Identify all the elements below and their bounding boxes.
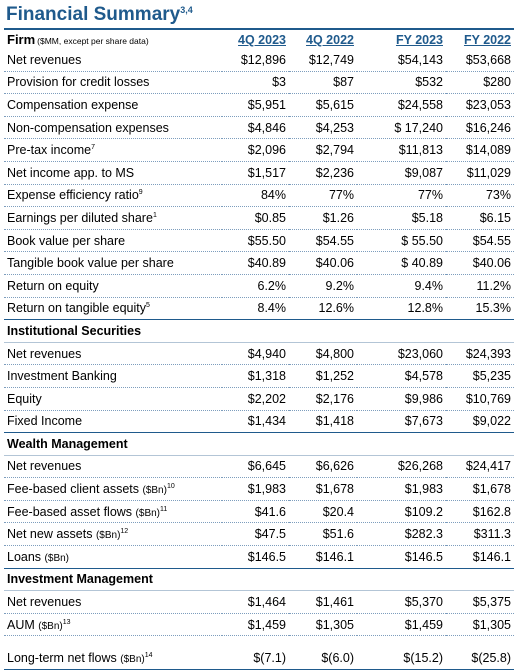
row-label-text: Fee-based asset flows: [7, 504, 133, 519]
row-value: $146.5: [222, 546, 289, 569]
row-value: $1,318: [222, 365, 289, 388]
row-value: $162.8: [446, 500, 514, 523]
row-value: $280: [446, 71, 514, 94]
row-value: $55.50: [222, 229, 289, 252]
row-value: $146.1: [446, 546, 514, 569]
row-value: 12.8%: [357, 297, 446, 320]
row-label: [4, 591, 222, 614]
row-value: $4,578: [357, 365, 446, 388]
row-value: $0.85: [222, 207, 289, 230]
row-value: $9,986: [357, 387, 446, 410]
table-row: [4, 161, 514, 184]
row-value: $1,305: [446, 613, 514, 636]
row-footnote: 12: [120, 528, 129, 536]
row-value: $2,096: [222, 139, 289, 162]
row-label-text: Non-compensation expenses: [7, 120, 169, 135]
row-unit: ($Bn): [44, 552, 69, 564]
table-row: [4, 613, 514, 636]
row-value: $(6.0): [289, 647, 357, 669]
row-value: $1,678: [446, 478, 514, 501]
row-label-text: Book value per share: [7, 233, 126, 248]
row-label-text: Loans: [7, 549, 42, 564]
row-value: 6.2%: [222, 274, 289, 297]
row-value: $10,769: [446, 387, 514, 410]
row-label: [4, 500, 222, 523]
header-row: [4, 30, 514, 49]
row-label-text: Compensation expense: [7, 97, 139, 112]
row-value: $41.6: [222, 500, 289, 523]
row-label-text: Provision for credit losses: [7, 75, 150, 90]
row-label-text: Fixed Income: [7, 414, 83, 429]
row-value: 11.2%: [446, 274, 514, 297]
row-value: $1,459: [222, 613, 289, 636]
row-label: [4, 478, 222, 501]
spacer-row: [4, 636, 514, 648]
table-row: [4, 387, 514, 410]
row-label-text: Return on equity: [7, 278, 99, 293]
firm-header: Firm ($MM, except per share data): [7, 32, 149, 47]
row-footnote: 7: [91, 144, 95, 152]
row-value: $20.4: [289, 500, 357, 523]
row-label: [4, 387, 222, 410]
row-value: $11,029: [446, 161, 514, 184]
financial-summary-table: [4, 30, 514, 670]
table-row: [4, 546, 514, 569]
period-header-4q2022: 4Q 2022: [306, 32, 354, 47]
section-wealth-management: [4, 433, 514, 456]
row-label-text: Net revenues: [7, 595, 82, 610]
row-label-text: Earnings per diluted share: [7, 210, 153, 225]
row-label-text: Net new assets: [7, 527, 93, 542]
row-value: $5,951: [222, 94, 289, 117]
row-value: $146.5: [357, 546, 446, 569]
row-value: $2,176: [289, 387, 357, 410]
row-label: [4, 647, 222, 669]
row-value: $12,896: [222, 49, 289, 71]
table-row: [4, 116, 514, 139]
row-label: [4, 207, 222, 230]
table-row: [4, 591, 514, 614]
row-footnote: 10: [166, 482, 175, 490]
row-value: $6.15: [446, 207, 514, 230]
row-value: $1,517: [222, 161, 289, 184]
row-unit: ($Bn): [142, 485, 167, 497]
row-value: $51.6: [289, 523, 357, 546]
section-institutional-securities-title: Institutional Securities: [4, 320, 514, 343]
row-value: $5.18: [357, 207, 446, 230]
period-header-4q2023: 4Q 2023: [238, 32, 286, 47]
row-footnote: 5: [145, 302, 150, 310]
row-value: 84%: [222, 184, 289, 207]
row-value: 73%: [446, 184, 514, 207]
table-row: [4, 94, 514, 117]
row-value: $40.06: [446, 252, 514, 275]
row-value: $ 40.89: [357, 252, 446, 275]
table-row: [4, 478, 514, 501]
row-value: $1.26: [289, 207, 357, 230]
row-value: $109.2: [357, 500, 446, 523]
row-value: $40.06: [289, 252, 357, 275]
row-value: $532: [357, 71, 446, 94]
table-row: [4, 139, 514, 162]
row-footnote: 9: [138, 189, 143, 197]
row-value: $9,022: [446, 410, 514, 433]
row-value: $16,246: [446, 116, 514, 139]
row-label: [4, 252, 222, 275]
row-value: $5,615: [289, 94, 357, 117]
row-label: [4, 342, 222, 365]
row-value: $282.3: [357, 523, 446, 546]
row-value: 9.4%: [357, 274, 446, 297]
row-label-text: Net revenues: [7, 459, 82, 474]
period-header-fy2022: FY 2022: [463, 32, 511, 47]
row-label: [4, 613, 222, 636]
row-value: $24,393: [446, 342, 514, 365]
row-label: [4, 297, 222, 320]
table-row: [4, 365, 514, 388]
row-unit: ($Bn): [95, 530, 121, 542]
row-label: [4, 71, 222, 94]
row-value: $2,202: [222, 387, 289, 410]
table-row: [4, 71, 514, 94]
row-value: $1,983: [222, 478, 289, 501]
row-value: $4,940: [222, 342, 289, 365]
row-value: $ 55.50: [357, 229, 446, 252]
row-label: [4, 455, 222, 478]
row-value: $4,253: [289, 116, 357, 139]
row-value: 15.3%: [446, 297, 514, 320]
row-value: $5,370: [357, 591, 446, 614]
row-value: $6,626: [289, 455, 357, 478]
row-value: $5,235: [446, 365, 514, 388]
row-value: $23,060: [357, 342, 446, 365]
section-institutional-securities: [4, 320, 514, 343]
row-value: $311.3: [446, 523, 514, 546]
section-wealth-management-title: Wealth Management: [4, 433, 514, 456]
row-label: [4, 139, 222, 162]
row-value: $54.55: [446, 229, 514, 252]
table-row: [4, 297, 514, 320]
row-value: $54.55: [289, 229, 357, 252]
table-row: [4, 252, 514, 275]
row-unit: ($Bn): [120, 654, 145, 666]
row-label-text: Net income app. to MS: [7, 165, 135, 180]
row-label: [4, 116, 222, 139]
row-value: $1,678: [289, 478, 357, 501]
row-footnote: 1: [152, 211, 157, 219]
row-value: $24,417: [446, 455, 514, 478]
row-label-text: Net revenues: [7, 52, 82, 67]
row-label-text: Fee-based client assets: [7, 482, 140, 497]
row-label-text: Return on tangible equity: [7, 301, 146, 316]
section-investment-management: [4, 568, 514, 591]
row-value: $(25.8): [446, 647, 514, 669]
row-label-text: Pre-tax income: [7, 143, 92, 158]
row-value: $47.5: [222, 523, 289, 546]
row-label: [4, 161, 222, 184]
table-row: [4, 455, 514, 478]
row-value: 77%: [289, 184, 357, 207]
row-label-text: Net revenues: [7, 346, 82, 361]
row-value: $1,459: [357, 613, 446, 636]
row-value: $87: [289, 71, 357, 94]
row-value: $ 17,240: [357, 116, 446, 139]
row-value: $1,983: [357, 478, 446, 501]
row-value: $12,749: [289, 49, 357, 71]
row-footnote: 14: [144, 652, 153, 660]
row-label-text: AUM: [7, 617, 35, 632]
row-label: [4, 274, 222, 297]
row-label: [4, 94, 222, 117]
table-row: [4, 229, 514, 252]
table-row: [4, 410, 514, 433]
row-label-text: Investment Banking: [7, 369, 117, 384]
row-label: [4, 184, 222, 207]
row-value: $2,236: [289, 161, 357, 184]
row-unit: ($Bn): [135, 507, 160, 519]
row-value: $53,668: [446, 49, 514, 71]
row-value: $6,645: [222, 455, 289, 478]
row-label: [4, 229, 222, 252]
row-value: $(7.1): [222, 647, 289, 669]
row-value: $1,305: [289, 613, 357, 636]
row-label: [4, 365, 222, 388]
row-value: 8.4%: [222, 297, 289, 320]
row-value: $4,800: [289, 342, 357, 365]
row-value: $26,268: [357, 455, 446, 478]
row-value: $1,434: [222, 410, 289, 433]
row-label-text: Tangible book value per share: [7, 256, 174, 271]
row-value: $23,053: [446, 94, 514, 117]
row-label: [4, 523, 222, 546]
row-label: [4, 546, 222, 569]
row-label-text: Long-term net flows: [7, 651, 117, 666]
page-title: Financial Summary$^{3,4}$: [6, 4, 193, 25]
row-value: $2,794: [289, 139, 357, 162]
title-footnote: 3,4: [180, 5, 193, 15]
row-value: 12.6%: [289, 297, 357, 320]
table-row: [4, 207, 514, 230]
row-value: $54,143: [357, 49, 446, 71]
row-label-text: Equity: [7, 391, 42, 406]
table-row: [4, 647, 514, 669]
row-value: $5,375: [446, 591, 514, 614]
period-header-fy2023: FY 2023: [395, 32, 443, 47]
row-label-text: Expense efficiency ratio: [7, 188, 139, 203]
table-row: [4, 184, 514, 207]
row-value: $4,846: [222, 116, 289, 139]
table-row: [4, 274, 514, 297]
row-label: [4, 410, 222, 433]
row-value: $7,673: [357, 410, 446, 433]
row-footnote: 13: [62, 618, 71, 626]
row-value: $1,464: [222, 591, 289, 614]
row-unit: ($Bn): [38, 620, 63, 632]
table-row: [4, 500, 514, 523]
section-investment-management-title: Investment Management: [4, 568, 514, 591]
row-value: $9,087: [357, 161, 446, 184]
row-label: [4, 49, 222, 71]
table-row: [4, 49, 514, 71]
row-value: $24,558: [357, 94, 446, 117]
row-value: $3: [222, 71, 289, 94]
table-row: [4, 342, 514, 365]
row-value: $1,252: [289, 365, 357, 388]
row-footnote: 11: [160, 505, 168, 513]
row-value: $14,089: [446, 139, 514, 162]
table-row: [4, 523, 514, 546]
row-value: 77%: [357, 184, 446, 207]
row-value: $1,418: [289, 410, 357, 433]
row-value: $1,461: [289, 591, 357, 614]
units-note: ($MM, except per share data): [37, 36, 149, 46]
row-value: $146.1: [289, 546, 357, 569]
row-value: $40.89: [222, 252, 289, 275]
row-value: $11,813: [357, 139, 446, 162]
row-value: $(15.2): [357, 647, 446, 669]
row-value: 9.2%: [289, 274, 357, 297]
